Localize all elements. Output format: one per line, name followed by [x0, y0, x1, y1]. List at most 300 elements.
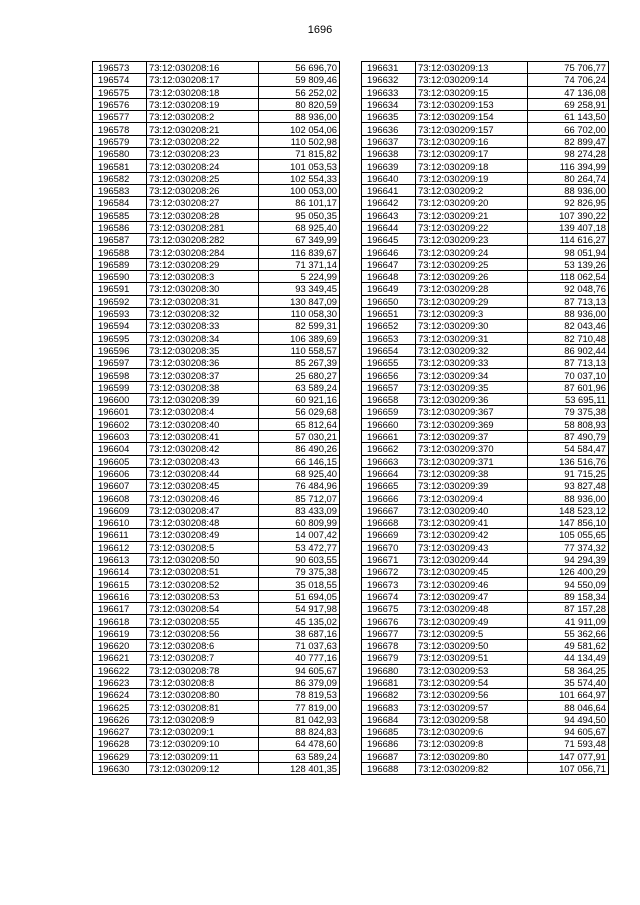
row-number-cell: 196639: [362, 160, 416, 172]
row-number-cell: 196649: [362, 283, 416, 295]
row-number-cell: 196612: [93, 541, 147, 553]
cadastral-number-cell: 73:12:030209:370: [416, 443, 528, 455]
table-row: [93, 74, 340, 86]
row-number-cell: 196650: [362, 295, 416, 307]
value-cell: 139 407,18: [528, 221, 609, 233]
table-row: [93, 111, 340, 123]
value-cell: 82 710,48: [528, 332, 609, 344]
value-cell: 107 056,71: [528, 762, 609, 774]
value-cell: 90 603,55: [259, 553, 340, 565]
table-row: [362, 615, 609, 627]
value-cell: 40 777,16: [259, 652, 340, 664]
value-cell: 74 706,24: [528, 74, 609, 86]
cadastral-number-cell: 73:12:030209:157: [416, 123, 528, 135]
value-cell: 94 550,09: [528, 578, 609, 590]
row-number-cell: 196592: [93, 295, 147, 307]
row-number-cell: 196676: [362, 615, 416, 627]
row-number-cell: 196633: [362, 86, 416, 98]
cadastral-number-cell: 73:12:030209:17: [416, 148, 528, 160]
row-number-cell: 196643: [362, 209, 416, 221]
value-cell: 107 390,22: [528, 209, 609, 221]
cadastral-number-cell: 73:12:030208:78: [147, 664, 259, 676]
row-number-cell: 196602: [93, 418, 147, 430]
cadastral-number-cell: 73:12:030208:55: [147, 615, 259, 627]
cadastral-number-cell: 73:12:030208:80: [147, 689, 259, 701]
registry-table-left: [92, 61, 340, 775]
cadastral-number-cell: 73:12:030209:1: [147, 726, 259, 738]
cadastral-number-cell: 73:12:030209:80: [416, 750, 528, 762]
row-number-cell: 196593: [93, 307, 147, 319]
value-cell: 78 819,53: [259, 689, 340, 701]
cadastral-number-cell: 73:12:030209:8: [416, 738, 528, 750]
cadastral-number-cell: 73:12:030208:45: [147, 480, 259, 492]
cadastral-number-cell: 73:12:030208:31: [147, 295, 259, 307]
row-number-cell: 196600: [93, 394, 147, 406]
row-number-cell: 196675: [362, 603, 416, 615]
cadastral-number-cell: 73:12:030209:29: [416, 295, 528, 307]
row-number-cell: 196678: [362, 639, 416, 651]
value-cell: 94 494,50: [528, 713, 609, 725]
value-cell: 71 371,14: [259, 258, 340, 270]
table-row: [93, 504, 340, 516]
cadastral-number-cell: 73:12:030208:38: [147, 381, 259, 393]
table-row: [93, 135, 340, 147]
row-number-cell: 196651: [362, 307, 416, 319]
row-number-cell: 196582: [93, 172, 147, 184]
cadastral-number-cell: 73:12:030208:284: [147, 246, 259, 258]
value-cell: 87 713,13: [528, 295, 609, 307]
table-row: [362, 701, 609, 713]
value-cell: 93 827,48: [528, 480, 609, 492]
value-cell: 82 899,47: [528, 135, 609, 147]
cadastral-number-cell: 73:12:030209:37: [416, 430, 528, 442]
value-cell: 60 921,16: [259, 394, 340, 406]
value-cell: 69 258,91: [528, 98, 609, 110]
table-row: [93, 62, 340, 74]
cadastral-number-cell: 73:12:030208:25: [147, 172, 259, 184]
row-number-cell: 196648: [362, 271, 416, 283]
value-cell: 102 054,06: [259, 123, 340, 135]
value-cell: 88 936,00: [528, 307, 609, 319]
value-cell: 63 589,24: [259, 381, 340, 393]
value-cell: 80 820,59: [259, 98, 340, 110]
row-number-cell: 196688: [362, 762, 416, 774]
row-number-cell: 196645: [362, 234, 416, 246]
row-number-cell: 196684: [362, 713, 416, 725]
table-row: [93, 516, 340, 528]
table-row: [93, 320, 340, 332]
row-number-cell: 196573: [93, 62, 147, 74]
cadastral-number-cell: 73:12:030209:82: [416, 762, 528, 774]
cadastral-number-cell: 73:12:030208:32: [147, 307, 259, 319]
cadastral-number-cell: 73:12:030209:34: [416, 369, 528, 381]
row-number-cell: 196660: [362, 418, 416, 430]
table-row: [93, 258, 340, 270]
cadastral-number-cell: 73:12:030208:50: [147, 553, 259, 565]
row-number-cell: 196611: [93, 529, 147, 541]
row-number-cell: 196626: [93, 713, 147, 725]
cadastral-number-cell: 73:12:030208:37: [147, 369, 259, 381]
row-number-cell: 196661: [362, 430, 416, 442]
table-row: [362, 62, 609, 74]
value-cell: 91 715,25: [528, 467, 609, 479]
cadastral-number-cell: 73:12:030208:46: [147, 492, 259, 504]
value-cell: 75 706,77: [528, 62, 609, 74]
row-number-cell: 196636: [362, 123, 416, 135]
cadastral-number-cell: 73:12:030209:15: [416, 86, 528, 98]
value-cell: 92 048,76: [528, 283, 609, 295]
cadastral-number-cell: 73:12:030209:4: [416, 492, 528, 504]
cadastral-number-cell: 73:12:030208:23: [147, 148, 259, 160]
value-cell: 101 053,53: [259, 160, 340, 172]
value-cell: 51 694,05: [259, 590, 340, 602]
value-cell: 88 936,00: [259, 111, 340, 123]
cadastral-number-cell: 73:12:030209:369: [416, 418, 528, 430]
value-cell: 110 502,98: [259, 135, 340, 147]
cadastral-number-cell: 73:12:030209:53: [416, 664, 528, 676]
cadastral-number-cell: 73:12:030208:281: [147, 221, 259, 233]
cadastral-number-cell: 73:12:030208:8: [147, 676, 259, 688]
row-number-cell: 196664: [362, 467, 416, 479]
page-number: 1696: [307, 24, 333, 36]
cadastral-number-cell: 73:12:030209:38: [416, 467, 528, 479]
cadastral-number-cell: 73:12:030209:41: [416, 516, 528, 528]
table-row: [362, 418, 609, 430]
row-number-cell: 196584: [93, 197, 147, 209]
row-number-cell: 196628: [93, 738, 147, 750]
row-number-cell: 196581: [93, 160, 147, 172]
row-number-cell: 196622: [93, 664, 147, 676]
table-row: [362, 492, 609, 504]
table-row: [362, 98, 609, 110]
row-number-cell: 196673: [362, 578, 416, 590]
table-row: [93, 369, 340, 381]
value-cell: 5 224,99: [259, 271, 340, 283]
value-cell: 53 472,77: [259, 541, 340, 553]
cadastral-number-cell: 73:12:030208:17: [147, 74, 259, 86]
row-number-cell: 196666: [362, 492, 416, 504]
row-number-cell: 196671: [362, 553, 416, 565]
value-cell: 94 294,39: [528, 553, 609, 565]
row-number-cell: 196613: [93, 553, 147, 565]
value-cell: 55 362,66: [528, 627, 609, 639]
table-row: [362, 394, 609, 406]
value-cell: 38 687,16: [259, 627, 340, 639]
cadastral-number-cell: 73:12:030209:16: [416, 135, 528, 147]
table-row: [93, 160, 340, 172]
row-number-cell: 196623: [93, 676, 147, 688]
table-row: [93, 566, 340, 578]
value-cell: 147 077,91: [528, 750, 609, 762]
table-row: [93, 664, 340, 676]
table-row: [93, 467, 340, 479]
cadastral-number-cell: 73:12:030208:3: [147, 271, 259, 283]
cadastral-number-cell: 73:12:030209:40: [416, 504, 528, 516]
table-row: [362, 258, 609, 270]
value-cell: 71 037,63: [259, 639, 340, 651]
cadastral-number-cell: 73:12:030209:367: [416, 406, 528, 418]
row-number-cell: 196641: [362, 184, 416, 196]
row-number-cell: 196585: [93, 209, 147, 221]
cadastral-number-cell: 73:12:030209:31: [416, 332, 528, 344]
cadastral-number-cell: 73:12:030209:371: [416, 455, 528, 467]
cadastral-number-cell: 73:12:030209:32: [416, 344, 528, 356]
table-row: [93, 86, 340, 98]
cadastral-number-cell: 73:12:030208:49: [147, 529, 259, 541]
table-row: [93, 209, 340, 221]
table-row: [362, 209, 609, 221]
table-row: [362, 184, 609, 196]
value-cell: 110 058,30: [259, 307, 340, 319]
row-number-cell: 196583: [93, 184, 147, 196]
table-row: [362, 455, 609, 467]
row-number-cell: 196586: [93, 221, 147, 233]
table-row: [93, 738, 340, 750]
cadastral-number-cell: 73:12:030209:39: [416, 480, 528, 492]
row-number-cell: 196659: [362, 406, 416, 418]
cadastral-number-cell: 73:12:030209:20: [416, 197, 528, 209]
cadastral-number-cell: 73:12:030209:2: [416, 184, 528, 196]
row-number-cell: 196606: [93, 467, 147, 479]
value-cell: 81 042,93: [259, 713, 340, 725]
value-cell: 67 349,99: [259, 234, 340, 246]
table-row: [362, 443, 609, 455]
cadastral-number-cell: 73:12:030209:43: [416, 541, 528, 553]
table-row: [93, 701, 340, 713]
cadastral-number-cell: 73:12:030208:4: [147, 406, 259, 418]
value-cell: 88 046,64: [528, 701, 609, 713]
row-number-cell: 196685: [362, 726, 416, 738]
table-row: [362, 406, 609, 418]
value-cell: 83 433,09: [259, 504, 340, 516]
table-row: [362, 652, 609, 664]
cadastral-number-cell: 73:12:030208:39: [147, 394, 259, 406]
table-row: [362, 332, 609, 344]
row-number-cell: 196638: [362, 148, 416, 160]
value-cell: 105 055,65: [528, 529, 609, 541]
table-row: [93, 381, 340, 393]
row-number-cell: 196669: [362, 529, 416, 541]
row-number-cell: 196578: [93, 123, 147, 135]
cadastral-number-cell: 73:12:030208:44: [147, 467, 259, 479]
row-number-cell: 196670: [362, 541, 416, 553]
table-row: [93, 553, 340, 565]
cadastral-number-cell: 73:12:030209:13: [416, 62, 528, 74]
table-row: [93, 726, 340, 738]
value-cell: 86 379,09: [259, 676, 340, 688]
value-cell: 148 523,12: [528, 504, 609, 516]
row-number-cell: 196634: [362, 98, 416, 110]
table-row: [362, 664, 609, 676]
value-cell: 93 349,45: [259, 283, 340, 295]
cadastral-number-cell: 73:12:030208:29: [147, 258, 259, 270]
row-number-cell: 196627: [93, 726, 147, 738]
cadastral-number-cell: 73:12:030209:154: [416, 111, 528, 123]
row-number-cell: 196668: [362, 516, 416, 528]
cadastral-number-cell: 73:12:030208:28: [147, 209, 259, 221]
table-row: [362, 750, 609, 762]
cadastral-number-cell: 73:12:030209:33: [416, 357, 528, 369]
cadastral-number-cell: 73:12:030209:12: [147, 762, 259, 774]
row-number-cell: 196656: [362, 369, 416, 381]
value-cell: 94 605,67: [528, 726, 609, 738]
row-number-cell: 196610: [93, 516, 147, 528]
value-cell: 76 484,96: [259, 480, 340, 492]
table-row: [93, 221, 340, 233]
table-row: [93, 197, 340, 209]
value-cell: 86 101,17: [259, 197, 340, 209]
value-cell: 79 375,38: [259, 566, 340, 578]
table-row: [362, 726, 609, 738]
value-cell: 116 839,67: [259, 246, 340, 258]
cadastral-number-cell: 73:12:030208:27: [147, 197, 259, 209]
row-number-cell: 196588: [93, 246, 147, 258]
cadastral-number-cell: 73:12:030209:48: [416, 603, 528, 615]
cadastral-number-cell: 73:12:030209:153: [416, 98, 528, 110]
value-cell: 47 136,08: [528, 86, 609, 98]
row-number-cell: 196655: [362, 357, 416, 369]
cadastral-number-cell: 73:12:030209:11: [147, 750, 259, 762]
table-row: [362, 689, 609, 701]
value-cell: 102 554,33: [259, 172, 340, 184]
cadastral-number-cell: 73:12:030209:19: [416, 172, 528, 184]
value-cell: 64 478,60: [259, 738, 340, 750]
row-number-cell: 196662: [362, 443, 416, 455]
table-row: [93, 98, 340, 110]
registry-table-right: [361, 61, 609, 775]
table-row: [362, 590, 609, 602]
row-number-cell: 196679: [362, 652, 416, 664]
cadastral-number-cell: 73:12:030209:57: [416, 701, 528, 713]
value-cell: 130 847,09: [259, 295, 340, 307]
row-number-cell: 196605: [93, 455, 147, 467]
table-row: [93, 172, 340, 184]
row-number-cell: 196647: [362, 258, 416, 270]
value-cell: 147 856,10: [528, 516, 609, 528]
value-cell: 25 680,27: [259, 369, 340, 381]
table-row: [93, 357, 340, 369]
table-row: [93, 652, 340, 664]
row-number-cell: 196594: [93, 320, 147, 332]
table-row: [362, 357, 609, 369]
table-row: [362, 467, 609, 479]
table-row: [93, 590, 340, 602]
row-number-cell: 196657: [362, 381, 416, 393]
table-row: [362, 603, 609, 615]
row-number-cell: 196595: [93, 332, 147, 344]
row-number-cell: 196607: [93, 480, 147, 492]
cadastral-number-cell: 73:12:030209:45: [416, 566, 528, 578]
row-number-cell: 196654: [362, 344, 416, 356]
table-row: [362, 676, 609, 688]
table-row: [362, 762, 609, 774]
value-cell: 101 664,97: [528, 689, 609, 701]
value-cell: 68 925,40: [259, 221, 340, 233]
value-cell: 14 007,42: [259, 529, 340, 541]
value-cell: 66 702,00: [528, 123, 609, 135]
table-row: [93, 394, 340, 406]
row-number-cell: 196631: [362, 62, 416, 74]
cadastral-number-cell: 73:12:030208:53: [147, 590, 259, 602]
table-row: [362, 197, 609, 209]
value-cell: 98 051,94: [528, 246, 609, 258]
cadastral-number-cell: 73:12:030208:54: [147, 603, 259, 615]
table-row: [93, 480, 340, 492]
cadastral-number-cell: 73:12:030208:47: [147, 504, 259, 516]
table-row: [362, 369, 609, 381]
table-row: [362, 566, 609, 578]
table-row: [362, 344, 609, 356]
table-row: [93, 307, 340, 319]
row-number-cell: 196599: [93, 381, 147, 393]
row-number-cell: 196603: [93, 430, 147, 442]
value-cell: 57 030,21: [259, 430, 340, 442]
value-cell: 82 599,31: [259, 320, 340, 332]
value-cell: 79 375,38: [528, 406, 609, 418]
value-cell: 60 809,99: [259, 516, 340, 528]
row-number-cell: 196646: [362, 246, 416, 258]
table-row: [93, 492, 340, 504]
table-row: [93, 332, 340, 344]
value-cell: 71 593,48: [528, 738, 609, 750]
table-row: [362, 713, 609, 725]
value-cell: 58 808,93: [528, 418, 609, 430]
row-number-cell: 196625: [93, 701, 147, 713]
row-number-cell: 196629: [93, 750, 147, 762]
cadastral-number-cell: 73:12:030208:7: [147, 652, 259, 664]
cadastral-number-cell: 73:12:030208:56: [147, 627, 259, 639]
table-row: [93, 246, 340, 258]
table-row: [93, 295, 340, 307]
cadastral-number-cell: 73:12:030208:81: [147, 701, 259, 713]
table-row: [362, 172, 609, 184]
cadastral-number-cell: 73:12:030209:26: [416, 271, 528, 283]
value-cell: 136 516,76: [528, 455, 609, 467]
table-row: [362, 381, 609, 393]
cadastral-number-cell: 73:12:030209:5: [416, 627, 528, 639]
cadastral-number-cell: 73:12:030208:40: [147, 418, 259, 430]
value-cell: 35 018,55: [259, 578, 340, 590]
table-row: [362, 271, 609, 283]
cadastral-number-cell: 73:12:030208:2: [147, 111, 259, 123]
row-number-cell: 196618: [93, 615, 147, 627]
table-row: [93, 418, 340, 430]
cadastral-number-cell: 73:12:030209:36: [416, 394, 528, 406]
table-row: [362, 246, 609, 258]
value-cell: 68 925,40: [259, 467, 340, 479]
table-row: [93, 615, 340, 627]
table-row: [362, 283, 609, 295]
row-number-cell: 196665: [362, 480, 416, 492]
value-cell: 88 936,00: [528, 184, 609, 196]
value-cell: 85 712,07: [259, 492, 340, 504]
row-number-cell: 196601: [93, 406, 147, 418]
value-cell: 86 490,26: [259, 443, 340, 455]
table-row: [362, 295, 609, 307]
table-row: [93, 283, 340, 295]
table-row: [362, 738, 609, 750]
value-cell: 45 135,02: [259, 615, 340, 627]
row-number-cell: 196591: [93, 283, 147, 295]
row-number-cell: 196681: [362, 676, 416, 688]
table-row: [93, 455, 340, 467]
table-row: [362, 627, 609, 639]
value-cell: 128 401,35: [259, 762, 340, 774]
row-number-cell: 196587: [93, 234, 147, 246]
row-number-cell: 196652: [362, 320, 416, 332]
value-cell: 85 267,39: [259, 357, 340, 369]
table-row: [93, 541, 340, 553]
